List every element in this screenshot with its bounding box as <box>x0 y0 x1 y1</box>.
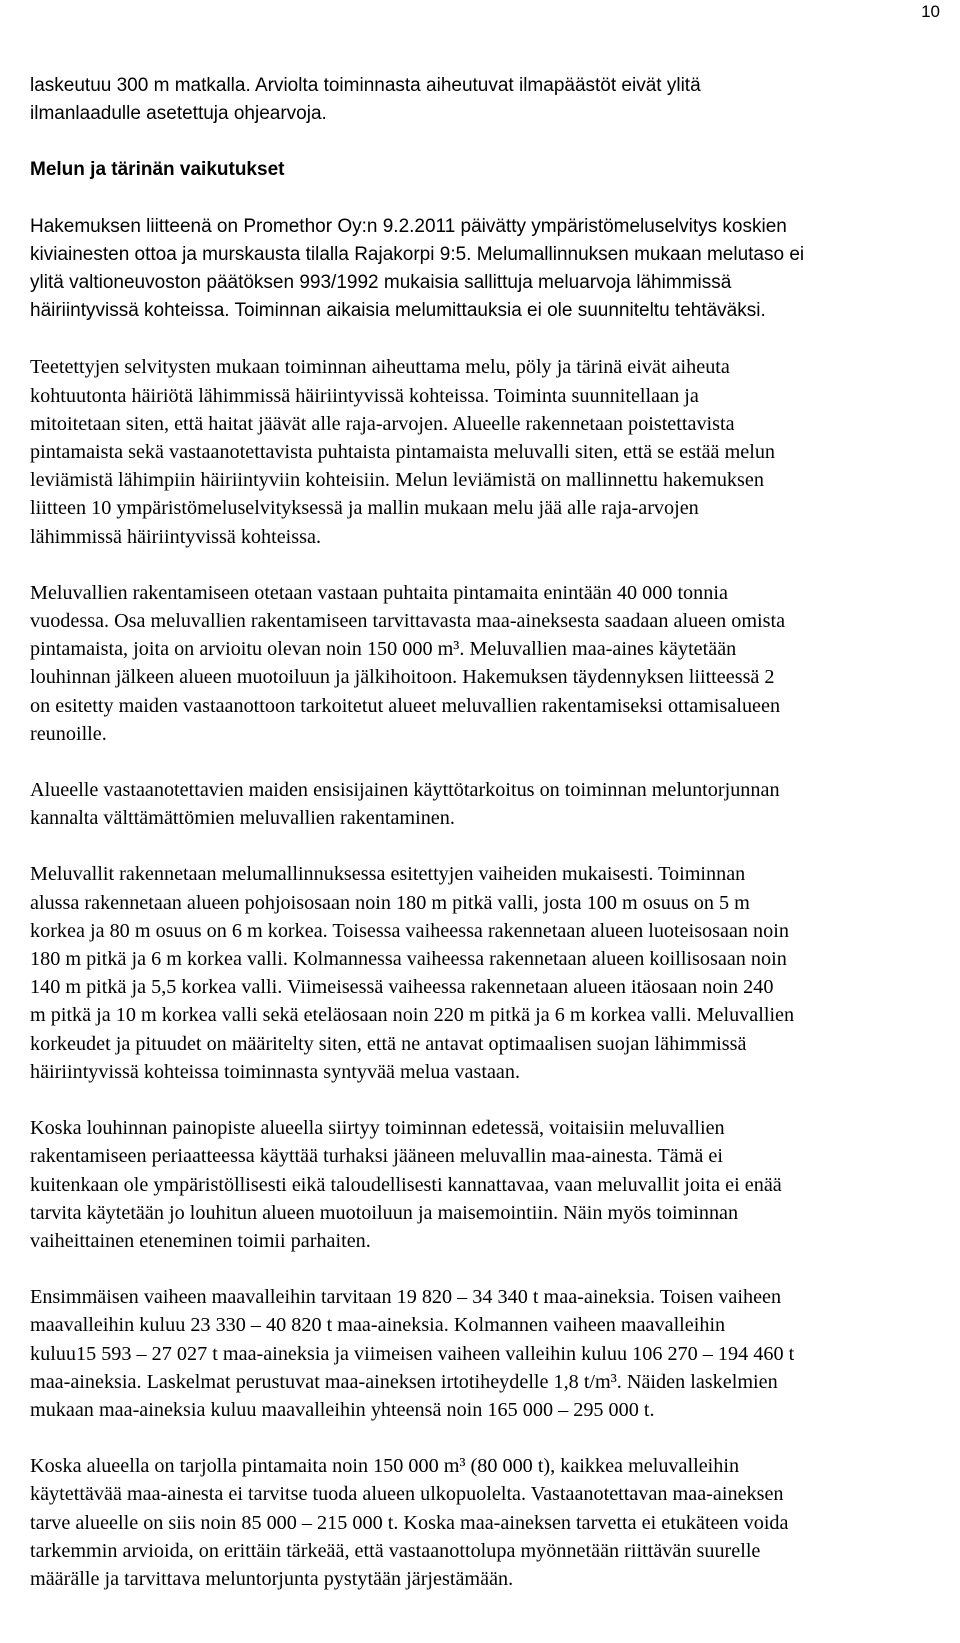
text-line: ilmanlaadulle asetettuja ohjearvoja. <box>30 103 327 125</box>
text-line: maa-aineksia. Laskelmat perustuvat maa-aineksen irtotiheydelle 1,8 t/m³. Näiden laskelmien <box>30 1370 778 1393</box>
text-line: Koska louhinnan painopiste alueella siirtyy toiminnan edetessä, voitaisiin meluvallien <box>30 1117 725 1140</box>
text-line: alussa rakennetaan alueen pohjoisosaan noin 180 m pitkä valli, josta 100 m osuus on 5 m <box>30 891 750 914</box>
text-line: kuitenkaan ole ympäristöllisesti eikä taloudellisesti kannattavaa, vaan meluvallit joita ei enää <box>30 1173 782 1196</box>
text-line: rakentamiseen periaatteessa käyttää turhaksi jääneen meluvallin maa-ainesta. Tämä ei <box>30 1145 723 1168</box>
text-line: kuluu15 593 – 27 027 t maa-aineksia ja viimeisen vaiheen valleihin kuluu 106 270 – 194 460 t <box>30 1342 795 1365</box>
text-line: häiriintyvissä kohteissa toiminnasta syntyvää melua vastaan. <box>30 1060 521 1083</box>
text-line: reunoille. <box>30 722 107 745</box>
paragraph-topsoil <box>30 579 952 748</box>
text-line: kannalta välttämättömien meluvallien rakentaminen. <box>30 807 455 830</box>
paragraph-quantities <box>30 1283 952 1424</box>
text-line: Koska alueella on tarjolla pintamaita noin 150 000 m³ (80 000 t), kaikkea meluvalleihin <box>30 1455 740 1478</box>
text-line: on esitetty maiden vastaanottoon tarkoitetut alueet meluvallien rakentamiseksi ottamisalueen <box>30 694 781 717</box>
text-line: vuodessa. Osa meluvallien rakentamiseen tarvittavasta maa-aineksesta saadaan alueen omista <box>30 610 786 633</box>
text-line: ylitä valtioneuvoston päätöksen 993/1992 mukaisia sallittuja meluarvoja lähimmissä <box>30 272 732 294</box>
text-line: Meluvallit rakennetaan melumallinnuksessa esitettyjen vaiheiden mukaisesti. Toiminnan <box>30 863 746 886</box>
text-line: lähimmissä häiriintyvissä kohteissa. <box>30 525 322 548</box>
text-line: häiriintyvissä kohteissa. Toiminnan aikaisia melumittauksia ei ole suunniteltu tehtäväksi. <box>30 300 766 322</box>
text-line: louhinnan jälkeen alueen muotoiluun ja jälkihoitoon. Hakemuksen täydennyksen liitteessä 2 <box>30 666 775 689</box>
paragraph-reuse <box>30 1114 952 1255</box>
section-heading: Melun ja tärinän vaikutukset <box>30 159 285 181</box>
text-line: 180 m pitkä ja 6 m korkea valli. Kolmannessa vaiheessa rakennetaan alueen koillisosaan noin <box>30 948 787 971</box>
text-line: mukaan maa-aineksia kuluu maavalleihin yhteensä noin 165 000 – 295 000 t. <box>30 1398 655 1421</box>
text-line: käytettävää maa-ainesta ei tarvitse tuoda alueen ulkopuolelta. Vastaanotettavan maa-aineksen <box>30 1483 784 1506</box>
text-line: maavalleihin kuluu 23 330 – 40 820 t maa-aineksia. Kolmannen vaiheen maavalleihin <box>30 1314 726 1337</box>
text-line: korkeudet ja pituudet on määritelty siten, että ne antavat optimaalisen suojan lähimmissä <box>30 1032 747 1055</box>
text-line: tarvita käytetään jo louhitun alueen muotoiluun ja maisemointiin. Näin myös toiminnan <box>30 1201 739 1224</box>
text-line: m pitkä ja 10 m korkea valli sekä eteläosaan noin 220 m pitkä ja 6 m korkea valli. Meluvallien <box>30 1004 795 1027</box>
paragraph-primary-use <box>30 776 952 832</box>
intro-paragraph <box>30 72 952 128</box>
text-line: liitteen 10 ympäristömeluselvityksessä ja mallin mukaan melu jää alle raja-arvojen <box>30 497 699 520</box>
text-line: laskeutuu 300 m matkalla. Arviolta toiminnasta aiheutuvat ilmapäästöt eivät ylitä <box>30 75 701 96</box>
paragraph-wall-phases <box>30 860 952 1086</box>
paragraph-reception-need <box>30 1452 952 1593</box>
text-line: kiviainesten ottoa ja murskausta tilalla Rajakorpi 9:5. Melumallinnuksen mukaan melutaso ei <box>30 243 805 265</box>
text-line: määrälle ja tarvittava meluntorjunta pystytään järjestämään. <box>30 1567 514 1590</box>
text-line: kohtuutonta häiriötä lähimmissä häiriintyvissä kohteissa. Toiminta suunnitellaan ja <box>30 384 699 407</box>
text-line: vaiheittainen eteneminen toimii parhaiten. <box>30 1229 371 1252</box>
text-line: mitoitetaan siten, että haitat jäävät alle raja-arvojen. Alueelle rakennetaan poistettavista <box>30 412 735 435</box>
text-line: pintamaista sekä vastaanotettavista puhtaista pintamaista meluvalli siten, että se estää melun <box>30 441 776 464</box>
text-line: Hakemuksen liitteenä on Promethor Oy:n 9.2.2011 päivätty ympäristömeluselvitys koskien <box>30 215 787 237</box>
text-line: 140 m pitkä ja 5,5 korkea valli. Viimeisessä vaiheessa rakennetaan alueen itäosaan noin 240 <box>30 976 774 999</box>
text-line: Meluvallien rakentamiseen otetaan vastaan puhtaita pintamaita enintään 40 000 tonnia <box>30 581 728 604</box>
text-line: tarkemmin arvioida, on erittäin tärkeää, että vastaanottolupa myönnetään riittävän suurelle <box>30 1539 761 1562</box>
text-line: Teetettyjen selvitysten mukaan toiminnan aiheuttama melu, pöly ja tärinä eivät aiheuta <box>30 356 730 379</box>
paragraph-noise-report <box>30 213 952 326</box>
text-line: korkea ja 80 m osuus on 6 m korkea. Toisessa vaiheessa rakennetaan alueen luoteisosaan noin <box>30 919 789 942</box>
page-number: 10 <box>921 2 940 21</box>
text-line: tarve alueelle on siis noin 85 000 – 215 000 t. Koska maa-aineksen tarvetta ei etukäteen voida <box>30 1511 789 1534</box>
paragraph-surveys <box>30 353 952 550</box>
text-line: Alueelle vastaanotettavien maiden ensisijainen käyttötarkoitus on toiminnan meluntorjunnan <box>30 779 780 802</box>
text-line: pintamaista, joita on arvioitu olevan noin 150 000 m³. Meluvallien maa-aines käytetään <box>30 638 737 661</box>
text-line: Ensimmäisen vaiheen maavalleihin tarvitaan 19 820 – 34 340 t maa-aineksia. Toisen vaiheen <box>30 1286 782 1309</box>
text-line: leviämistä lähimpiin häiriintyviin kohteisiin. Melun leviämistä on mallinnettu hakemuksen <box>30 469 764 492</box>
document-body <box>30 72 952 1593</box>
